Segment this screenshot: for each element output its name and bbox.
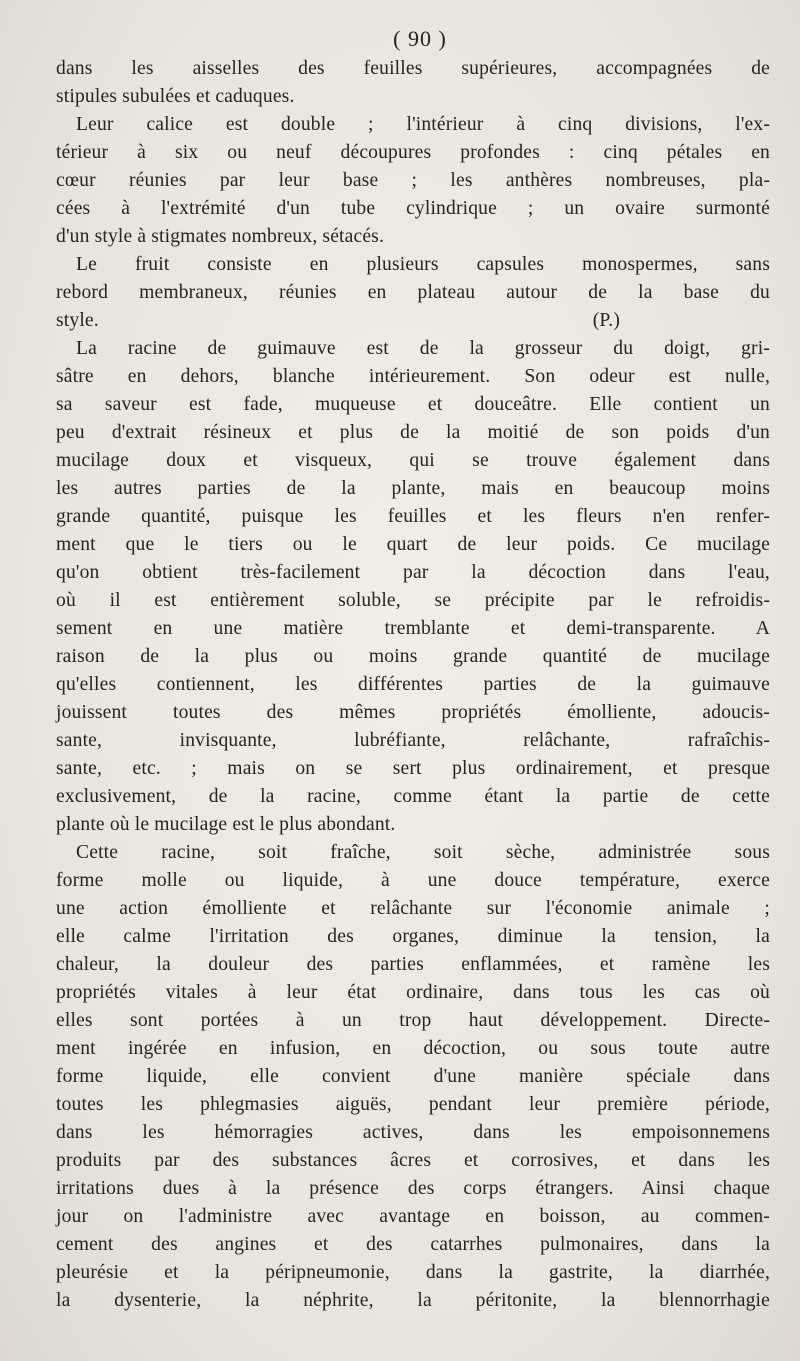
text-line: ment ingérée en infusion, en décoction, ou sous toute autre [56,1038,770,1059]
text-line: forme liquide, elle convient d'une manière spéciale dans [56,1066,770,1087]
text-line: pleurésie et la péripneumonie, dans la gastrite, la diarrhée, [56,1262,770,1283]
text-line: Leur calice est double ; l'intérieur à cinq divisions, l'ex- [76,114,770,135]
text-line: sante, etc. ; mais on se sert plus ordinairement, et presque [56,758,770,779]
author-signature: (P.) [592,310,620,331]
text-line: toutes les phlegmasies aiguës, pendant leur première période, [56,1094,770,1115]
text-line: stipules subulées et caduques. [56,86,295,107]
text-line: forme molle ou liquide, à une douce température, exerce [56,870,770,891]
text-line: térieur à six ou neuf découpures profondes : cinq pétales en [56,142,770,163]
text-line: plante où le mucilage est le plus abondant. [56,814,396,835]
text-line: mucilage doux et visqueux, qui se trouve également dans [56,450,770,471]
paragraph [56,335,770,839]
text-line: Cette racine, soit fraîche, soit sèche, administrée sous [76,842,770,863]
text-line-content: style. [56,310,99,331]
text-line: exclusivement, de la racine, comme étant la partie de cette [56,786,770,807]
text-line: ment que le tiers ou le quart de leur poids. Ce mucilage [56,534,770,555]
text-line: propriétés vitales à leur état ordinaire, dans tous les cas où [56,982,770,1003]
text-line: sa saveur est fade, muqueuse et douceâtre. Elle contient un [56,394,770,415]
text-line: produits par des substances âcres et corrosives, et dans les [56,1150,770,1171]
text-line: cement des angines et des catarrhes pulmonaires, dans la [56,1234,770,1255]
text-line: sâtre en dehors, blanche intérieurement. Son odeur est nulle, [56,366,770,387]
text-line: irritations dues à la présence des corps étrangers. Ainsi chaque [56,1178,770,1199]
text-line: la dysenterie, la néphrite, la péritonite, la blennorrhagie [56,1290,770,1311]
text-line: sante, invisquante, lubréfiante, relâchante, rafraîchis- [56,730,770,751]
text-line: rebord membraneux, réunies en plateau autour de la base du [56,282,770,303]
text-line: où il est entièrement soluble, se précipite par le refroidis- [56,590,770,611]
text-line: dans les aisselles des feuilles supérieures, accompagnées de [56,58,770,79]
text-line: jouissent toutes des mêmes propriétés émolliente, adoucis- [56,702,770,723]
text-line: La racine de guimauve est de la grosseur du doigt, gri- [76,338,770,359]
text-line: jour on l'administre avec avantage en boisson, au commen- [56,1206,770,1227]
page-text [56,55,770,1315]
text-line: cœur réunies par leur base ; les anthères nombreuses, pla- [56,170,770,191]
text-line: une action émolliente et relâchante sur l'économie animale ; [56,898,770,919]
text-line: Le fruit consiste en plusieurs capsules monospermes, sans [76,254,770,275]
text-line: les autres parties de la plante, mais en beaucoup moins [56,478,770,499]
paragraph [56,251,770,335]
text-line: raison de la plus ou moins grande quantité de mucilage [56,646,770,667]
text-line: elle calme l'irritation des organes, diminue la tension, la [56,926,770,947]
text-line: peu d'extrait résineux et plus de la moitié de son poids d'un [56,422,770,443]
page-number: ( 90 ) [393,26,447,51]
text-line [56,307,770,335]
text-line: cées à l'extrémité d'un tube cylindrique ; un ovaire surmonté [56,198,770,219]
text-line: sement en une matière tremblante et demi-transparente. A [56,618,770,639]
paragraph [56,839,770,1315]
paragraph [56,55,770,111]
text-line: d'un style à stigmates nombreux, sétacés. [56,226,385,247]
text-line: grande quantité, puisque les feuilles et les fleurs n'en renfer- [56,506,770,527]
paragraph [56,111,770,251]
text-line: qu'elles contiennent, les différentes parties de la guimauve [56,674,770,695]
text-line: qu'on obtient très-facilement par la décoction dans l'eau, [56,562,770,583]
text-line: dans les hémorragies actives, dans les empoisonnemens [56,1122,770,1143]
text-line: elles sont portées à un trop haut développement. Directe- [56,1010,770,1031]
text-line: chaleur, la douleur des parties enflammées, et ramène les [56,954,770,975]
